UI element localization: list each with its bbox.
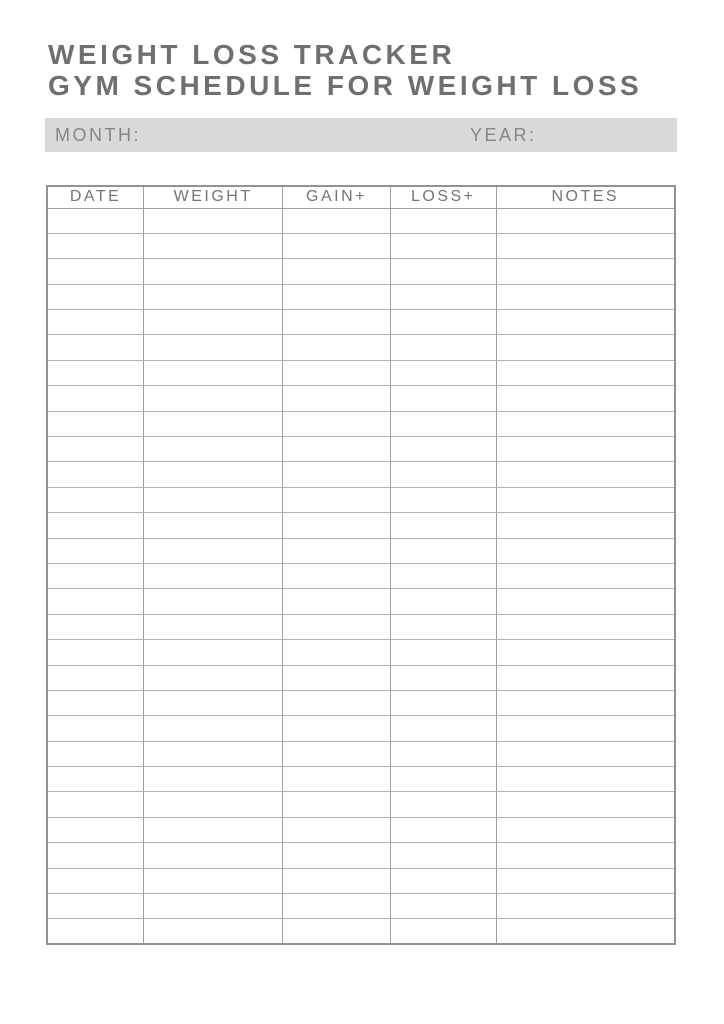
cell-notes[interactable]	[496, 513, 675, 538]
title-line-1: WEIGHT LOSS TRACKER	[48, 39, 456, 70]
cell-date[interactable]	[47, 665, 144, 690]
table-row	[47, 716, 675, 741]
cell-notes[interactable]	[496, 640, 675, 665]
cell-weight[interactable]	[144, 208, 283, 233]
cell-gain[interactable]	[282, 437, 390, 462]
cell-date[interactable]	[47, 716, 144, 741]
table-row	[47, 640, 675, 665]
cell-notes[interactable]	[496, 563, 675, 588]
cell-loss[interactable]	[391, 868, 497, 893]
cell-loss[interactable]	[391, 437, 497, 462]
tracker-table-container	[46, 185, 676, 945]
cell-notes[interactable]	[496, 843, 675, 868]
month-value-blank[interactable]	[141, 118, 271, 152]
cell-gain[interactable]	[282, 843, 390, 868]
cell-loss[interactable]	[391, 259, 497, 284]
cell-notes[interactable]	[496, 208, 675, 233]
cell-weight[interactable]	[144, 868, 283, 893]
table-row	[47, 411, 675, 436]
cell-gain[interactable]	[282, 360, 390, 385]
cell-notes[interactable]	[496, 665, 675, 690]
cell-weight[interactable]	[144, 513, 283, 538]
cell-date[interactable]	[47, 741, 144, 766]
table-row	[47, 259, 675, 284]
cell-notes[interactable]	[496, 538, 675, 563]
cell-gain[interactable]	[282, 335, 390, 360]
cell-notes[interactable]	[496, 487, 675, 512]
cell-weight[interactable]	[144, 259, 283, 284]
cell-gain[interactable]	[282, 716, 390, 741]
cell-loss[interactable]	[391, 360, 497, 385]
cell-notes[interactable]	[496, 919, 675, 944]
cell-gain[interactable]	[282, 233, 390, 258]
cell-weight[interactable]	[144, 894, 283, 919]
table-row	[47, 310, 675, 335]
cell-notes[interactable]	[496, 233, 675, 258]
table-row	[47, 208, 675, 233]
cell-weight[interactable]	[144, 767, 283, 792]
cell-notes[interactable]	[496, 716, 675, 741]
column-header-date: DATE	[47, 186, 144, 208]
tracker-table-head	[47, 186, 675, 208]
cell-gain[interactable]	[282, 919, 390, 944]
table-row	[47, 335, 675, 360]
cell-notes[interactable]	[496, 259, 675, 284]
cell-loss[interactable]	[391, 767, 497, 792]
cell-gain[interactable]	[282, 563, 390, 588]
cell-gain[interactable]	[282, 640, 390, 665]
cell-date[interactable]	[47, 690, 144, 715]
cell-notes[interactable]	[496, 335, 675, 360]
cell-date[interactable]	[47, 817, 144, 842]
cell-gain[interactable]	[282, 817, 390, 842]
cell-loss[interactable]	[391, 665, 497, 690]
cell-gain[interactable]	[282, 741, 390, 766]
cell-notes[interactable]	[496, 437, 675, 462]
cell-gain[interactable]	[282, 284, 390, 309]
cell-date[interactable]	[47, 437, 144, 462]
table-row	[47, 919, 675, 944]
header-row	[47, 186, 675, 208]
cell-date[interactable]	[47, 513, 144, 538]
cell-notes[interactable]	[496, 411, 675, 436]
cell-notes[interactable]	[496, 767, 675, 792]
table-row	[47, 665, 675, 690]
table-row	[47, 741, 675, 766]
column-header-notes: NOTES	[496, 186, 675, 208]
table-row	[47, 487, 675, 512]
cell-gain[interactable]	[282, 386, 390, 411]
cell-date[interactable]	[47, 411, 144, 436]
cell-date[interactable]	[47, 868, 144, 893]
cell-weight[interactable]	[144, 665, 283, 690]
table-row	[47, 437, 675, 462]
cell-date[interactable]	[47, 462, 144, 487]
year-field	[470, 118, 667, 152]
cell-loss[interactable]	[391, 690, 497, 715]
cell-loss[interactable]	[391, 538, 497, 563]
cell-loss[interactable]	[391, 919, 497, 944]
table-row	[47, 563, 675, 588]
cell-loss[interactable]	[391, 716, 497, 741]
cell-gain[interactable]	[282, 208, 390, 233]
cell-date[interactable]	[47, 792, 144, 817]
table-row	[47, 386, 675, 411]
column-header-loss: LOSS+	[391, 186, 497, 208]
cell-gain[interactable]	[282, 767, 390, 792]
cell-weight[interactable]	[144, 741, 283, 766]
cell-weight[interactable]	[144, 716, 283, 741]
cell-gain[interactable]	[282, 690, 390, 715]
cell-date[interactable]	[47, 386, 144, 411]
cell-weight[interactable]	[144, 437, 283, 462]
table-row	[47, 589, 675, 614]
cell-weight[interactable]	[144, 919, 283, 944]
cell-gain[interactable]	[282, 310, 390, 335]
table-row	[47, 538, 675, 563]
cell-notes[interactable]	[496, 868, 675, 893]
cell-weight[interactable]	[144, 411, 283, 436]
cell-gain[interactable]	[282, 614, 390, 639]
cell-loss[interactable]	[391, 741, 497, 766]
cell-loss[interactable]	[391, 233, 497, 258]
cell-date[interactable]	[47, 640, 144, 665]
table-row	[47, 284, 675, 309]
cell-gain[interactable]	[282, 665, 390, 690]
cell-gain[interactable]	[282, 462, 390, 487]
year-label: YEAR:	[470, 124, 537, 145]
month-label: MONTH:	[55, 124, 141, 145]
cell-gain[interactable]	[282, 487, 390, 512]
cell-notes[interactable]	[496, 360, 675, 385]
cell-gain[interactable]	[282, 513, 390, 538]
cell-weight[interactable]	[144, 589, 283, 614]
table-row	[47, 462, 675, 487]
cell-date[interactable]	[47, 767, 144, 792]
cell-date[interactable]	[47, 284, 144, 309]
table-row	[47, 614, 675, 639]
cell-loss[interactable]	[391, 462, 497, 487]
column-header-gain: GAIN+	[282, 186, 390, 208]
tracker-table-body	[47, 208, 675, 944]
cell-date[interactable]	[47, 335, 144, 360]
cell-date[interactable]	[47, 563, 144, 588]
cell-weight[interactable]	[144, 462, 283, 487]
tracker-table	[46, 185, 676, 945]
cell-date[interactable]	[47, 233, 144, 258]
cell-date[interactable]	[47, 310, 144, 335]
table-row	[47, 767, 675, 792]
cell-loss[interactable]	[391, 487, 497, 512]
cell-weight[interactable]	[144, 614, 283, 639]
cell-weight[interactable]	[144, 335, 283, 360]
cell-loss[interactable]	[391, 386, 497, 411]
cell-loss[interactable]	[391, 614, 497, 639]
cell-date[interactable]	[47, 589, 144, 614]
cell-gain[interactable]	[282, 792, 390, 817]
cell-weight[interactable]	[144, 640, 283, 665]
cell-loss[interactable]	[391, 563, 497, 588]
table-row	[47, 843, 675, 868]
year-value-blank[interactable]	[537, 118, 667, 152]
cell-notes[interactable]	[496, 589, 675, 614]
table-row	[47, 817, 675, 842]
page-title	[48, 39, 642, 101]
cell-weight[interactable]	[144, 386, 283, 411]
cell-date[interactable]	[47, 208, 144, 233]
cell-date[interactable]	[47, 614, 144, 639]
cell-loss[interactable]	[391, 284, 497, 309]
cell-gain[interactable]	[282, 538, 390, 563]
cell-loss[interactable]	[391, 208, 497, 233]
cell-gain[interactable]	[282, 894, 390, 919]
cell-loss[interactable]	[391, 411, 497, 436]
cell-loss[interactable]	[391, 640, 497, 665]
table-row	[47, 513, 675, 538]
cell-weight[interactable]	[144, 563, 283, 588]
cell-weight[interactable]	[144, 538, 283, 563]
cell-gain[interactable]	[282, 868, 390, 893]
cell-notes[interactable]	[496, 894, 675, 919]
cell-notes[interactable]	[496, 386, 675, 411]
month-year-bar	[45, 118, 677, 152]
cell-date[interactable]	[47, 843, 144, 868]
cell-gain[interactable]	[282, 259, 390, 284]
cell-weight[interactable]	[144, 233, 283, 258]
cell-date[interactable]	[47, 360, 144, 385]
cell-notes[interactable]	[496, 792, 675, 817]
cell-weight[interactable]	[144, 817, 283, 842]
cell-loss[interactable]	[391, 894, 497, 919]
cell-date[interactable]	[47, 487, 144, 512]
cell-weight[interactable]	[144, 360, 283, 385]
cell-loss[interactable]	[391, 843, 497, 868]
month-field	[55, 118, 271, 152]
cell-weight[interactable]	[144, 843, 283, 868]
cell-weight[interactable]	[144, 310, 283, 335]
cell-date[interactable]	[47, 259, 144, 284]
table-row	[47, 360, 675, 385]
cell-date[interactable]	[47, 919, 144, 944]
cell-loss[interactable]	[391, 589, 497, 614]
cell-notes[interactable]	[496, 284, 675, 309]
cell-weight[interactable]	[144, 690, 283, 715]
table-row	[47, 690, 675, 715]
cell-weight[interactable]	[144, 487, 283, 512]
cell-notes[interactable]	[496, 817, 675, 842]
cell-loss[interactable]	[391, 335, 497, 360]
cell-notes[interactable]	[496, 310, 675, 335]
table-row	[47, 792, 675, 817]
cell-notes[interactable]	[496, 741, 675, 766]
cell-date[interactable]	[47, 538, 144, 563]
cell-notes[interactable]	[496, 462, 675, 487]
cell-loss[interactable]	[391, 817, 497, 842]
title-line-2: GYM SCHEDULE FOR WEIGHT LOSS	[48, 70, 643, 101]
cell-loss[interactable]	[391, 792, 497, 817]
table-row	[47, 894, 675, 919]
cell-weight[interactable]	[144, 284, 283, 309]
cell-gain[interactable]	[282, 589, 390, 614]
cell-loss[interactable]	[391, 513, 497, 538]
table-row	[47, 868, 675, 893]
table-row	[47, 233, 675, 258]
cell-weight[interactable]	[144, 792, 283, 817]
cell-date[interactable]	[47, 894, 144, 919]
cell-notes[interactable]	[496, 690, 675, 715]
cell-notes[interactable]	[496, 614, 675, 639]
cell-loss[interactable]	[391, 310, 497, 335]
cell-gain[interactable]	[282, 411, 390, 436]
column-header-weight: WEIGHT	[144, 186, 283, 208]
